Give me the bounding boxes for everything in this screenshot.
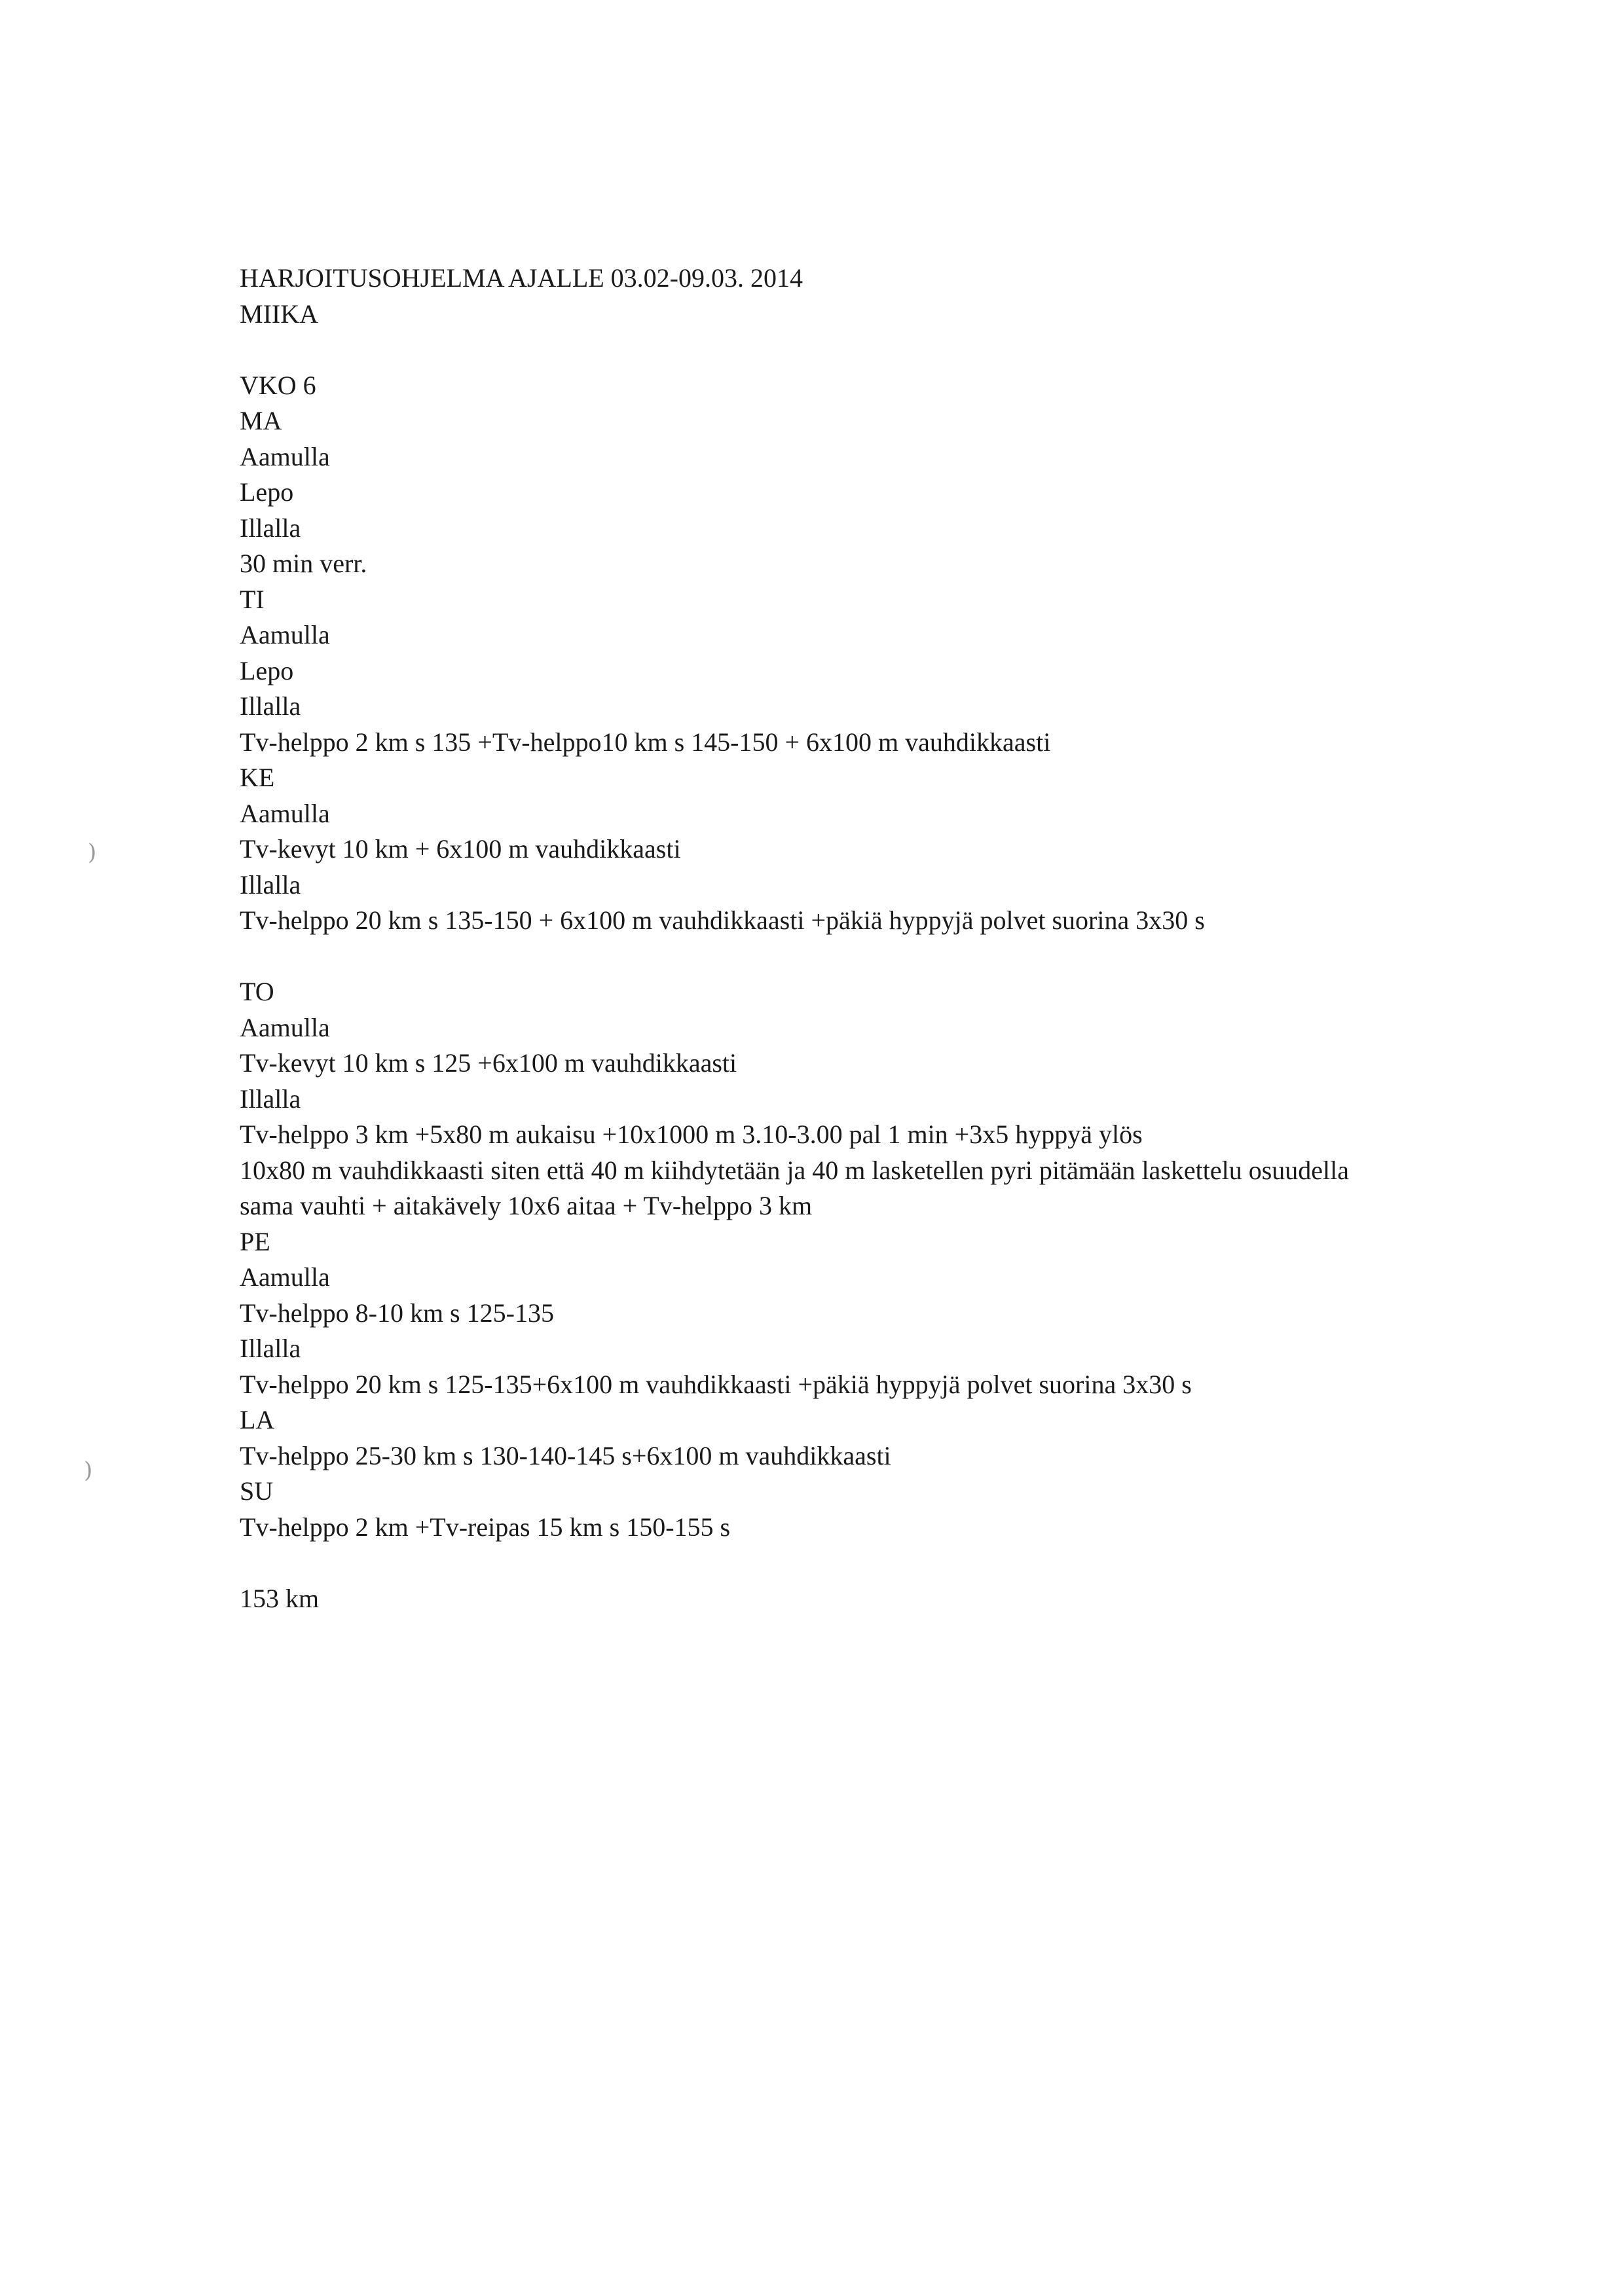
ma-morning-label: Aamulla [240, 441, 330, 471]
pe-evening-label: Illalla [240, 1334, 301, 1363]
ke-morning-session: Tv-kevyt 10 km + 6x100 m vauhdikkaasti [240, 834, 681, 864]
day-pe: PE [240, 1226, 270, 1256]
pe-evening-session: Tv-helppo 20 km s 125-135+6x100 m vauhdikkaasti +päkiä hyppyjä polvet suorina 3x30 s [240, 1369, 1192, 1399]
ma-evening-label: Illalla [240, 513, 301, 543]
week-label: VKO 6 [240, 370, 316, 400]
to-evening-session-line-1: Tv-helppo 3 km +5x80 m aukaisu +10x1000 m 3.10-3.00 pal 1 min +3x5 hyppyä ylös [240, 1120, 1143, 1149]
document-title: HARJOITUSOHJELMA AJALLE 03.02-09.03. 2014 [240, 263, 803, 293]
to-evening-session-line-3: sama vauhti + aitakävely 10x6 aitaa + Tv-helppo 3 km [240, 1191, 813, 1220]
ke-evening-session: Tv-helppo 20 km s 135-150 + 6x100 m vauhdikkaasti +päkiä hyppyjä polvet suorina 3x30 s [240, 905, 1205, 935]
day-ke: KE [240, 763, 275, 792]
day-to: TO [240, 977, 274, 1006]
ti-morning-session: Lepo [240, 655, 294, 685]
day-ma: MA [240, 406, 282, 435]
scan-artifact-mark: ) [84, 1457, 93, 1484]
to-morning-session: Tv-kevyt 10 km s 125 +6x100 m vauhdikkaasti [240, 1048, 737, 1078]
scan-artifact-mark: ) [88, 839, 97, 866]
pe-morning-label: Aamulla [240, 1262, 330, 1292]
ti-morning-label: Aamulla [240, 620, 330, 649]
ma-morning-session: Lepo [240, 477, 294, 507]
su-session: Tv-helppo 2 km +Tv-reipas 15 km s 150-155 s [240, 1512, 731, 1542]
spacer [240, 939, 1549, 975]
la-session: Tv-helppo 25-30 km s 130-140-145 s+6x100 m vauhdikkaasti [240, 1440, 891, 1470]
ma-evening-session: 30 min verr. [240, 549, 367, 578]
ke-evening-label: Illalla [240, 869, 301, 900]
training-program [240, 261, 1549, 1616]
to-morning-label: Aamulla [240, 1012, 330, 1042]
athlete-name: MIIKA [240, 299, 318, 329]
ti-evening-label: Illalla [240, 691, 301, 721]
spacer [240, 1545, 1549, 1581]
to-evening-session-line-2: 10x80 m vauhdikkaasti siten että 40 m kiihdytetään ja 40 m lasketellen pyri pitämään laskettelu osuudella [240, 1155, 1350, 1185]
weekly-total: 153 km [240, 1583, 320, 1613]
ke-morning-label: Aamulla [240, 798, 330, 828]
ti-evening-session: Tv-helppo 2 km s 135 +Tv-helppo10 km s 145-150 + 6x100 m vauhdikkaasti [240, 727, 1051, 757]
to-evening-label: Illalla [240, 1084, 301, 1114]
day-su: SU [240, 1476, 274, 1506]
pe-morning-session: Tv-helppo 8-10 km s 125-135 [240, 1298, 554, 1328]
day-ti: TI [240, 584, 265, 614]
spacer [240, 332, 1549, 368]
day-la: LA [240, 1405, 275, 1434]
